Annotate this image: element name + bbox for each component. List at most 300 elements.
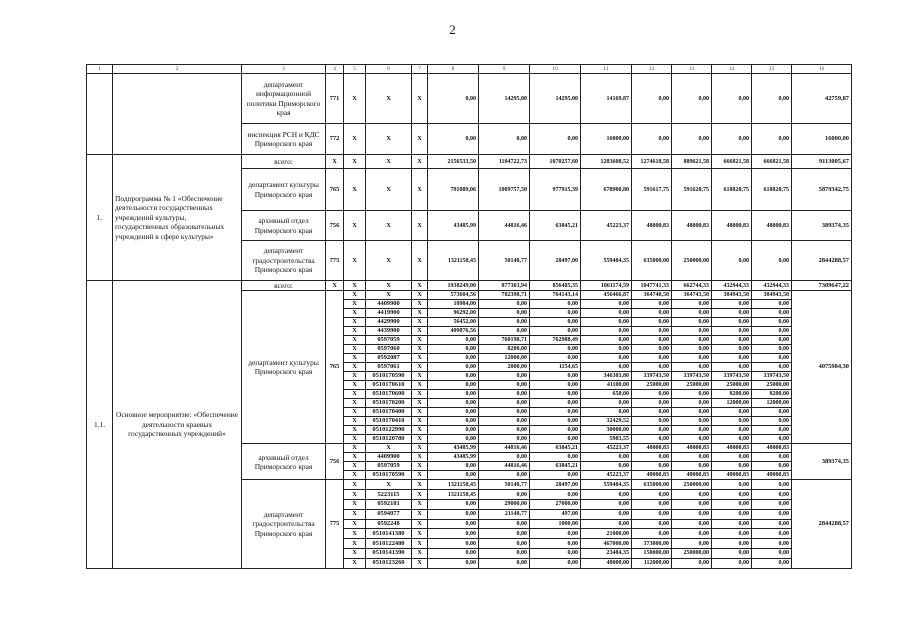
code-cell: X <box>412 372 428 381</box>
code-cell: X <box>412 318 428 327</box>
code-cell: X <box>344 336 366 345</box>
value-cell: 0,00 <box>581 327 632 336</box>
value-cell: 2000,00 <box>479 363 530 372</box>
value-cell: 250000,00 <box>672 480 712 490</box>
value-cell: 0,00 <box>672 490 712 500</box>
code-cell: X <box>412 309 428 318</box>
value-cell: 977915,39 <box>530 169 581 211</box>
value-cell: 44816,46 <box>479 462 530 471</box>
value-cell: 0,00 <box>428 124 479 155</box>
code-cell: X <box>412 558 428 568</box>
value-cell: 48000,83 <box>632 471 672 480</box>
column-number: 7 <box>412 65 428 74</box>
column-number: 1 <box>87 65 113 74</box>
value-cell: 0,00 <box>752 490 792 500</box>
value-cell: 0,00 <box>581 309 632 318</box>
value-cell: 0,00 <box>530 529 581 539</box>
org-name: департамент информационной политики Приморского края <box>242 74 326 124</box>
code-cell: X <box>344 309 366 318</box>
value-cell: 48000,83 <box>712 471 752 480</box>
value-cell: 45223,37 <box>581 211 632 241</box>
table-row <box>87 281 852 291</box>
value-cell: 0,00 <box>712 318 752 327</box>
code-cell: X <box>344 390 366 399</box>
value-cell: 877363,94 <box>479 281 530 291</box>
value-cell: 45223,37 <box>581 444 632 453</box>
code-cell: X <box>412 435 428 444</box>
code-cell: X <box>344 408 366 417</box>
code-cell: X <box>344 480 366 490</box>
value-cell: 250000,00 <box>672 548 712 558</box>
value-cell: 0,00 <box>752 241 792 281</box>
value-cell: 29000,00 <box>479 500 530 510</box>
value-cell: 0,00 <box>581 519 632 529</box>
value-cell: 0,00 <box>530 381 581 390</box>
value-cell: 0,00 <box>632 345 672 354</box>
value-cell: 0,00 <box>428 558 479 568</box>
value-cell: 28497,00 <box>530 480 581 490</box>
value-cell: 384943,50 <box>712 291 752 300</box>
code-cell: X <box>344 363 366 372</box>
value-cell: 373000,00 <box>632 539 672 549</box>
code-cell: 0597059 <box>366 336 412 345</box>
code-cell: X <box>344 471 366 480</box>
value-cell: 63845,21 <box>530 444 581 453</box>
value-cell: 339743,50 <box>672 372 712 381</box>
value-cell: 30000,00 <box>581 426 632 435</box>
value-cell: 0,00 <box>530 390 581 399</box>
column-number: 14 <box>712 65 752 74</box>
column-number: 6 <box>366 65 412 74</box>
org-code: 756 <box>326 444 344 480</box>
value-cell: 0,00 <box>672 345 712 354</box>
value-cell: 45223,37 <box>581 471 632 480</box>
value-cell: 0,00 <box>712 74 752 124</box>
value-cell: 0,00 <box>479 309 530 318</box>
column-number: 8 <box>428 65 479 74</box>
value-cell: 0,00 <box>712 426 752 435</box>
code-cell: X <box>412 390 428 399</box>
value-cell: 12000,00 <box>752 399 792 408</box>
code-cell: X <box>412 426 428 435</box>
value-cell: 0,00 <box>712 417 752 426</box>
value-cell: 1070257,60 <box>530 155 581 169</box>
value-cell: 1274618,58 <box>632 155 672 169</box>
value-cell: 48000,83 <box>632 444 672 453</box>
table-cell: X <box>366 281 412 291</box>
value-cell: 0,00 <box>632 519 672 529</box>
code-cell: X <box>344 372 366 381</box>
value-cell: 0,00 <box>752 300 792 309</box>
value-cell: 0,00 <box>530 318 581 327</box>
value-cell: 0,00 <box>479 408 530 417</box>
value-cell: 0,00 <box>672 363 712 372</box>
value-cell: 0,00 <box>632 300 672 309</box>
code-cell: X <box>344 417 366 426</box>
value-cell: 0,00 <box>672 300 712 309</box>
value-cell: 0,00 <box>712 529 752 539</box>
value-cell: 48000,83 <box>672 211 712 241</box>
code-cell: 0510170590 <box>366 372 412 381</box>
value-cell: 0,00 <box>672 354 712 363</box>
value-cell: 0,00 <box>479 453 530 462</box>
value-cell: 0,00 <box>632 363 672 372</box>
value-cell: 1283608,52 <box>581 155 632 169</box>
value-cell: 0,00 <box>428 471 479 480</box>
table-cell: 771 <box>326 74 344 124</box>
value-cell: 0,00 <box>632 336 672 345</box>
value-cell: 44816,46 <box>479 444 530 453</box>
code-cell: X <box>344 381 366 390</box>
code-cell: X <box>412 417 428 426</box>
value-cell: 0,00 <box>752 509 792 519</box>
value-cell: 0,00 <box>530 345 581 354</box>
code-cell: X <box>412 480 428 490</box>
value-cell: 0,00 <box>672 558 712 568</box>
value-cell: 0,00 <box>530 408 581 417</box>
value-cell: 782398,71 <box>479 291 530 300</box>
value-cell: 0,00 <box>712 490 752 500</box>
code-cell: X <box>412 300 428 309</box>
value-cell: 0,00 <box>752 539 792 549</box>
value-cell: 678900,80 <box>581 169 632 211</box>
table-cell: X <box>412 169 428 211</box>
value-cell: 0,00 <box>752 363 792 372</box>
value-cell: 0,00 <box>752 480 792 490</box>
code-cell: 0597061 <box>366 363 412 372</box>
value-cell: 559484,35 <box>581 480 632 490</box>
value-cell: 0,00 <box>479 381 530 390</box>
value-cell: 0,00 <box>712 548 752 558</box>
table-cell: 756 <box>326 211 344 241</box>
value-cell: 0,00 <box>752 462 792 471</box>
code-cell: X <box>344 318 366 327</box>
value-cell: 32429,52 <box>581 417 632 426</box>
value-cell: 0,00 <box>581 462 632 471</box>
code-cell: X <box>412 354 428 363</box>
value-cell: 0,00 <box>672 390 712 399</box>
value-cell: 0,00 <box>672 309 712 318</box>
value-cell: 346303,80 <box>581 372 632 381</box>
value-cell: 25000,00 <box>632 381 672 390</box>
value-cell: 456466,87 <box>581 291 632 300</box>
value-cell: 0,00 <box>752 529 792 539</box>
event-number: 1.1. <box>87 281 113 569</box>
value-cell: 150000,00 <box>632 548 672 558</box>
value-cell: 0,00 <box>712 241 752 281</box>
value-cell: 0,00 <box>672 336 712 345</box>
total-cell: 2844288,57 <box>792 480 852 568</box>
value-cell: 0,00 <box>712 509 752 519</box>
value-cell: 0,00 <box>530 327 581 336</box>
code-cell: X <box>344 345 366 354</box>
value-cell: 0,00 <box>752 309 792 318</box>
code-cell: X <box>344 453 366 462</box>
code-cell: X <box>344 426 366 435</box>
value-cell: 12000,00 <box>712 399 752 408</box>
value-cell: 0,00 <box>428 539 479 549</box>
value-cell: 0,00 <box>632 74 672 124</box>
value-cell: 0,00 <box>530 417 581 426</box>
value-cell: 43485,99 <box>428 211 479 241</box>
value-cell: 21000,00 <box>581 529 632 539</box>
value-cell: 0,00 <box>479 417 530 426</box>
value-cell: 48000,83 <box>672 444 712 453</box>
value-cell: 0,00 <box>581 490 632 500</box>
value-cell: 0,00 <box>752 426 792 435</box>
code-cell: X <box>344 300 366 309</box>
total-cell: 389374,35 <box>792 211 852 241</box>
code-cell: X <box>412 462 428 471</box>
value-cell: 0,00 <box>632 435 672 444</box>
value-cell: 791889,06 <box>428 169 479 211</box>
value-cell: 0,00 <box>479 490 530 500</box>
code-cell: 0510170590 <box>366 471 412 480</box>
value-cell: 10984,00 <box>428 300 479 309</box>
table-cell: X <box>344 211 366 241</box>
value-cell: 0,00 <box>672 408 712 417</box>
org-name: всего: <box>242 155 326 169</box>
value-cell: 0,00 <box>428 509 479 519</box>
total-cell: 9113005,67 <box>792 155 852 169</box>
value-cell: 0,00 <box>712 327 752 336</box>
value-cell: 0,00 <box>530 435 581 444</box>
value-cell: 0,00 <box>712 124 752 155</box>
value-cell: 0,00 <box>530 354 581 363</box>
budget-table <box>86 64 852 569</box>
value-cell: 0,00 <box>712 345 752 354</box>
code-cell: 0592248 <box>366 519 412 529</box>
table-cell: X <box>366 241 412 281</box>
table-cell: X <box>366 169 412 211</box>
code-cell: 0510141380 <box>366 529 412 539</box>
total-cell: 5879342,75 <box>792 169 852 211</box>
value-cell: 0,00 <box>712 354 752 363</box>
value-cell: 0,00 <box>672 500 712 510</box>
value-cell: 43485,99 <box>428 444 479 453</box>
value-cell: 0,00 <box>581 300 632 309</box>
code-cell: X <box>412 345 428 354</box>
value-cell: 0,00 <box>581 354 632 363</box>
value-cell: 0,00 <box>581 318 632 327</box>
value-cell: 0,00 <box>632 462 672 471</box>
column-number: 9 <box>479 65 530 74</box>
value-cell: 0,00 <box>479 558 530 568</box>
code-cell: X <box>344 548 366 558</box>
value-cell: 0,00 <box>530 539 581 549</box>
code-cell: X <box>412 327 428 336</box>
value-cell: 0,00 <box>479 548 530 558</box>
table-cell: 765 <box>326 169 344 211</box>
table-row <box>87 74 852 124</box>
column-number: 12 <box>632 65 672 74</box>
code-cell: X <box>412 519 428 529</box>
value-cell: 0,00 <box>428 462 479 471</box>
code-cell: X <box>412 408 428 417</box>
value-cell: 96292,00 <box>428 309 479 318</box>
org-name: департамент культуры Приморского края <box>242 291 326 444</box>
value-cell: 432944,33 <box>712 281 752 291</box>
code-cell: X <box>412 291 428 300</box>
value-cell: 0,00 <box>530 426 581 435</box>
value-cell: 0,00 <box>530 300 581 309</box>
value-cell: 0,00 <box>530 548 581 558</box>
value-cell: 0,00 <box>530 558 581 568</box>
value-cell: 0,00 <box>632 327 672 336</box>
program-number: 1. <box>87 155 113 281</box>
value-cell: 591620,75 <box>672 169 712 211</box>
value-cell: 0,00 <box>632 390 672 399</box>
org-name: инспекция РСН и КДС Приморского края <box>242 124 326 155</box>
value-cell: 0,00 <box>632 426 672 435</box>
value-cell: 0,00 <box>672 417 712 426</box>
code-cell: X <box>344 539 366 549</box>
table-cell: X <box>412 281 428 291</box>
value-cell: 0,00 <box>712 309 752 318</box>
value-cell: 0,00 <box>479 529 530 539</box>
code-cell: X <box>344 444 366 453</box>
empty-cell <box>87 74 113 155</box>
value-cell: 0,00 <box>530 399 581 408</box>
value-cell: 0,00 <box>581 453 632 462</box>
code-cell: X <box>344 490 366 500</box>
value-cell: 0,00 <box>632 417 672 426</box>
value-cell: 0,00 <box>712 453 752 462</box>
value-cell: 0,00 <box>479 318 530 327</box>
value-cell: 0,00 <box>752 453 792 462</box>
value-cell: 0,00 <box>752 435 792 444</box>
value-cell: 43485,99 <box>428 453 479 462</box>
value-cell: 48000,00 <box>581 558 632 568</box>
value-cell: 2156533,50 <box>428 155 479 169</box>
value-cell: 618820,75 <box>752 169 792 211</box>
value-cell: 0,00 <box>632 500 672 510</box>
value-cell: 1009757,50 <box>479 169 530 211</box>
value-cell: 27000,00 <box>530 500 581 510</box>
code-cell: X <box>366 444 412 453</box>
code-cell: X <box>412 444 428 453</box>
table-cell: 775 <box>326 241 344 281</box>
code-cell: X <box>412 529 428 539</box>
value-cell: 63845,21 <box>530 462 581 471</box>
code-cell: 4439900 <box>366 327 412 336</box>
total-cell: 16000,00 <box>792 124 852 155</box>
table-cell: X <box>344 155 366 169</box>
value-cell: 8200,00 <box>752 390 792 399</box>
value-cell: 0,00 <box>428 426 479 435</box>
table-cell: X <box>344 281 366 291</box>
value-cell: 0,00 <box>479 435 530 444</box>
code-cell: 0510170200 <box>366 399 412 408</box>
value-cell: 0,00 <box>752 500 792 510</box>
value-cell: 44816,46 <box>479 211 530 241</box>
value-cell: 0,00 <box>479 372 530 381</box>
org-name: архивный отдел Приморского края <box>242 444 326 480</box>
value-cell: 0,00 <box>712 408 752 417</box>
table-cell: X <box>412 241 428 281</box>
value-cell: 0,00 <box>479 471 530 480</box>
value-cell: 0,00 <box>672 453 712 462</box>
value-cell: 0,00 <box>581 500 632 510</box>
value-cell: 25000,00 <box>672 381 712 390</box>
value-cell: 1104722,73 <box>479 155 530 169</box>
value-cell: 0,00 <box>672 399 712 408</box>
code-cell: X <box>344 462 366 471</box>
value-cell: 432944,33 <box>752 281 792 291</box>
code-cell: 0510170600 <box>366 390 412 399</box>
value-cell: 0,00 <box>428 372 479 381</box>
value-cell: 889621,58 <box>672 155 712 169</box>
value-cell: 764143,14 <box>530 291 581 300</box>
value-cell: 0,00 <box>581 509 632 519</box>
value-cell: 0,00 <box>672 529 712 539</box>
code-cell: 0597060 <box>366 345 412 354</box>
value-cell: 112000,00 <box>632 558 672 568</box>
table-cell: X <box>366 74 412 124</box>
value-cell: 0,00 <box>479 539 530 549</box>
value-cell: 339743,50 <box>712 372 752 381</box>
value-cell: 0,00 <box>530 309 581 318</box>
value-cell: 0,00 <box>712 435 752 444</box>
table-cell: X <box>412 124 428 155</box>
value-cell: 0,00 <box>428 345 479 354</box>
code-cell: X <box>344 435 366 444</box>
value-cell: 25000,00 <box>712 381 752 390</box>
code-cell: 4419900 <box>366 309 412 318</box>
value-cell: 1047741,33 <box>632 281 672 291</box>
code-cell: 0510120780 <box>366 435 412 444</box>
value-cell: 0,00 <box>672 318 712 327</box>
value-cell: 1321158,45 <box>428 480 479 490</box>
value-cell: 650,00 <box>581 390 632 399</box>
column-number: 4 <box>326 65 344 74</box>
value-cell: 14295,00 <box>479 74 530 124</box>
org-code: 775 <box>326 480 344 568</box>
value-cell: 618820,75 <box>712 169 752 211</box>
value-cell: 666821,58 <box>752 155 792 169</box>
value-cell: 0,00 <box>632 490 672 500</box>
code-cell: X <box>412 500 428 510</box>
value-cell: 0,00 <box>752 558 792 568</box>
value-cell: 0,00 <box>712 462 752 471</box>
total-cell: 4075984,30 <box>792 291 852 444</box>
value-cell: 0,00 <box>712 519 752 529</box>
value-cell: 760198,71 <box>479 336 530 345</box>
value-cell: 0,00 <box>428 363 479 372</box>
value-cell: 0,00 <box>632 309 672 318</box>
code-cell: 0510170610 <box>366 381 412 390</box>
value-cell: 5983,55 <box>581 435 632 444</box>
code-cell: X <box>344 327 366 336</box>
code-cell: X <box>344 399 366 408</box>
column-number: 16 <box>792 65 852 74</box>
value-cell: 0,00 <box>632 318 672 327</box>
value-cell: 364740,50 <box>632 291 672 300</box>
code-cell: 0510170410 <box>366 417 412 426</box>
value-cell: 0,00 <box>581 399 632 408</box>
code-cell: 4429900 <box>366 318 412 327</box>
value-cell: 56452,00 <box>428 318 479 327</box>
value-cell: 467000,00 <box>581 539 632 549</box>
code-cell: 5223115 <box>366 490 412 500</box>
column-number: 13 <box>672 65 712 74</box>
code-cell: 0510141390 <box>366 548 412 558</box>
value-cell: 50148,77 <box>479 480 530 490</box>
table-cell: X <box>326 155 344 169</box>
value-cell: 0,00 <box>428 417 479 426</box>
table-cell: X <box>344 169 366 211</box>
value-cell: 762988,49 <box>530 336 581 345</box>
